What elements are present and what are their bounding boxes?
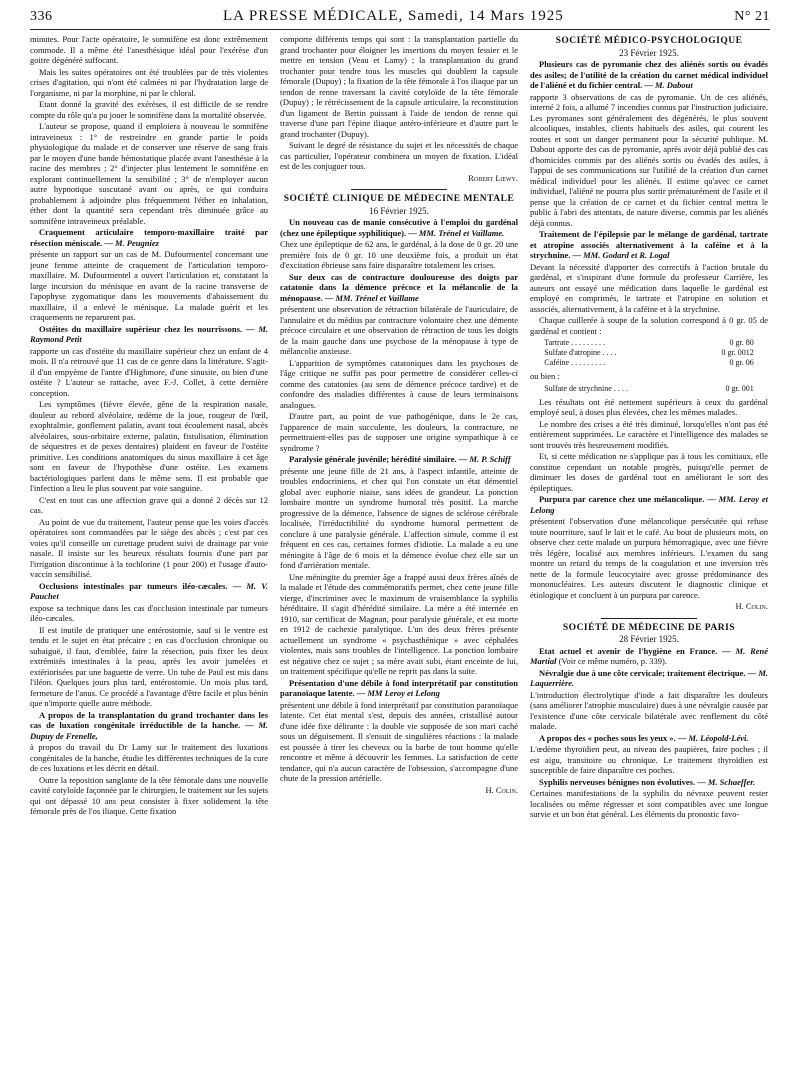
society-heading: SOCIÉTÉ MÉDICO-PSYCHOLOGIQUE [555,36,743,46]
communication-title: Plusieurs cas de pyromanie chez des aliénés sortis ou évadés des asiles; de l'utilité de la création du carnet médical individuel de l'aliéné et du fichier central. — M. Dabout [530,59,768,90]
dosage-table [544,338,753,368]
communication-title: Un nouveau cas de manie consécutive à l'emploi du gardénal (chez une épileptique syphilitique). — MM. Trénel et Vaillame. [280,217,518,238]
paragraph: D'autre part, au point de vue pathogénique, dans le 2e cas, l'apparence de main succulente, les douleurs, la contracture, ne permettraient-elles pas de supposer une origine sympathique à ce syndrome ? [280,411,518,453]
paragraph: Une méningite du premier âge a frappé aussi deux frères aînés de la malade et l'étude des commémoratifs permet, chez cette jeune fille vierge, d'incriminer avec le maximum de vraisemblance la syphilis héréditaire. Il s'agit d'hérédité similaire. La mère a été internée en 1910, sur certificat de Magnan, pour paralysie générale, et est morte en 1912 de cachexie paralytique. L'un des deux frères présente actuellement un syndrome « psychasthénique » avec céphalées violentes, mais sans troubles de l'intelligence. La ponction lombaire est négative chez ce sujet ; sa mère avait subi, étant enceinte de lui, un traitement spécifique qu'elle ne reprit pas dans la suite. [280,571,518,676]
communication-title: Ostéites du maxillaire supérieur chez les nourrissons. — M. Raymond Petit [30,323,268,344]
paragraph: présentent une débile à fond interprétatif par constitution paranoïaque latente. Cet état mental s'est, depuis des années, cristallisé autour d'une idée fixe délirante : la double vie supposée de son mari caché sous un déguisement. Il s'ensuit de singulières réactions : la malade est poussée à tirer les cheveux ou la barbe de tout homme qu'elle rencontre et même à découvrir les femmes. La satisfaction de cette tendance, qui n'a aucun caractère de l'obsession, s'accompagne d'une chute de la pression artérielle. [280,699,518,783]
session-date: 16 Février 1925. [369,205,429,216]
communication-title: Occlusions intestinales par tumeurs iléo-cæcales. — M. V. Pauchet [30,580,268,601]
paragraph: Le nombre des crises a été très diminué, lorsqu'elles n'ont pas été entièrement supprimées. Le caractère et l'intelligence des malades se sont trouvés très heureusement modifiés. [530,418,768,450]
author-signature: Robert Lœwy. [468,172,518,183]
paragraph: Outre la reposition sanglante de la tête fémorale dans une nouvelle cavité cotyloïde façonnée par le chirurgien, le traitement sur les sujets qui ont dépassé 10 ans peut consister à fixer solidement la tête fémorale près de l'os iliaque. Cette fixation [30,774,268,816]
paragraph: Mais les suites opératoires ont été troublées par de très violentes crises d'agitation, qui n'ont été calmées ni par l'hydratation large de l'organisme, ni par la morphine, ni par le chloral. [30,66,268,98]
paragraph: Au point de vue du traitement, l'auteur pense que les voies d'accès opératoires sont commandées par le siège des abcès ; c'est par ces voies qu'il conseille un curettage prudent suivi de drainage par voie nasale. Il insiste sur les heureux résultats fournis d'une part par l'irrigation discontinue à la tochlorine (1 pour 200) et l'usage d'auto-vaccin sensibilisé. [30,516,268,579]
paragraph: Chaque cuillerée à soupe de la solution correspond à 0 gr. 05 de gardénal et contient : [530,315,768,336]
column-2 [280,34,518,1074]
journal-title: LA PRESSE MÉDICALE, Samedi, 14 Mars 1925 [222,8,564,24]
paragraph: ou bien : [530,371,560,381]
session-date: 28 Février 1925. [619,634,679,644]
page-header [30,8,770,30]
paragraph: Les résultats ont été nettement supérieurs à ceux du gardénal employé seul, à doses plus élevées, chez les mêmes malades. [530,396,768,417]
paragraph: Etant donné la gravité des exérèses, il est difficile de se rendre compte du rôle qu'a pu jouer le somnifène dans la mortalité observée. [30,99,268,120]
dosage-table-alt [544,384,753,394]
dosage-row: Sulfate de strychnine . . . . 0 gr. 001 [544,383,754,393]
paragraph: Certaines manifestations de la syphilis du névraxe peuvent rester localisées ou même régresser et sont compatibles avec une longue survie et un bon état général. Les éléments du pronostic favo- [530,788,768,819]
communication-title: Traitement de l'épilepsie par le mélange de gardénal, tartrate et atropine associés alternativement à la caféine et à la strychnine. — MM. Godard et R. Logal [530,229,768,260]
article-columns [30,34,770,1074]
column-1 [30,34,268,1074]
author-signature: H. Colin. [735,601,768,611]
section-divider [351,189,446,190]
paragraph: L'introduction électrolytique d'iode a fait disparaître les douleurs (sans améliorer l'atrophie musculaire) dues à une névralgie causée par l'existence d'une côte cervicale bilatérale avec renflement du côté malade. [530,689,768,731]
paragraph: C'est en tout cas une affection grave qui a donné 2 décès sur 12 cas. [30,494,268,515]
communication-title: Névralgie due à une côte cervicale; traitement électrique. — M. Laquerrière. [530,667,768,688]
dosage-row: Caféine . . . . . . . . . 0 gr. 06 [544,358,754,367]
session-date: 23 Février 1925. [619,47,679,58]
paragraph: Il est inutile de pratiquer une entérostomie, sauf si le ventre est tendu et le sujet en état précaire ; en cas d'occlusion chronique ou subaiguë, il faut, d'emblée, faire la résection, puis fixer les deux extrémités intestinales à la peau, après les avoir jumelées et extériorisées par une baguette de verre. Un tube de Paul est mis dans l'iléon. Quelques jours plus tard, entérostomie. Un mois plus tard, fermeture de l'anus. Ce procédé a l'avantage d'être facile et plus bénin que n'importe quelle autre méthode. [30,624,268,708]
paragraph: Chez une épileptique de 62 ans, le gardénal, à la dose de 0 gr. 20 une première fois de 0 gr. 10 une deuxième fois, a produit un état d'excitation ébrieuse sans faire disparaître totalement les crises. [280,239,518,270]
section-divider [601,618,696,619]
communication-title: Craquement articulaire temporo-maxillaire traité par résection méniscale. — M. Peugniez [30,227,268,248]
communication-title: Etat actuel et avenir de l'hygiène en France. — M. René Martial (Voir ce même numéro, p. 339). [530,645,768,666]
communication-title: Syphilis nerveuses bénignes non évolutives. — M. Schaeffer. [539,776,756,787]
paragraph: présente une jeune fille de 21 ans, à l'aspect infantile, atteinte de troubles endocriniens, et chez qui l'on constate un état démentiel global avec euphorie niaise, sans idées de grandeur. La ponction lombaire montre un syndrome humoral très positif. La marche progressive de la démence, l'absence de signes de sclérose cérébrale localisée, l'irréductibilité du syndrome humoral permettent de conclure à une paralysie générale. L'affection simule, comme il est fréquent en ces cas, certaines formes d'idiotie. La malade a eu une méningite à l'âge de 6 mois et la démence évolue chez elle sur un fond d'arriération mentale. [280,465,518,570]
author-signature: H. Colin. [485,784,518,795]
paragraph: présente un rapport sur un cas de M. Dufourmentel concernant une jeune femme atteinte de craquement de l'articulation temporo-maxillaire. M. Dufourmentel a ouvert l'articulation et, constatant la large incursion du ménisque en avant de la racine transverse de l'apophyse zygomatique dans les mouvements d'abaissement du maxillaire, il a enlevé le ménisque. La malade guérit et les craquements ne reparurent pas. [30,249,268,322]
communication-title: A propos des « poches sous les yeux ». — M. Léopold-Lévi. [539,732,749,743]
paragraph: minutes. Pour l'acte opératoire, le somnifène est donc extrêmement commode. Il a même été l'anesthésique idéal pour l'exérèse d'un goitre dégénéré suffocant. [30,34,268,65]
paragraph: expose sa technique dans les cas d'occlusion intestinale par tumeurs iléo-cæcales. [30,602,268,623]
paragraph: à propos du travail du Dr Lamy sur le traitement des luxations congénitales de la hanche, étudie les différentes techniques de la cure de ces luxations et les décrit en détail. [30,742,268,773]
column-3 [530,34,768,1074]
society-heading: SOCIÉTÉ CLINIQUE DE MÉDECINE MENTALE [283,194,515,204]
communication-title: A propos de la transplantation du grand trochanter dans les cas de luxation congénitale irréductible de la hanche. — M. Dupuy de Frenelle, [30,709,268,741]
paragraph: Suivant le degré de résistance du sujet et les nécessités de chaque cas particulier, l'opérateur combinera un moyen de fixation. L'idéal est de les conjuguer tous. [280,140,518,171]
dosage-row: Tartrate . . . . . . . . . 0 gr. 80 [544,338,754,347]
paragraph: L'apparition de symptômes catatoniques dans les psychoses de l'âge critique ne suffit pas pour permettre de considérer celles-ci comme des catatonies (au sens de démence précoce tardive) et de confondre des maladies différentes à cause de leurs terminaisons analogues. [280,357,518,410]
communication-title: Présentation d'une débile à fond interprétatif par constitution paranoïaque latente. — MM Leroy et Lelong [280,677,518,698]
communication-title: Purpura par carence chez une mélancolique. — MM. Leroy et Lelong [530,494,768,515]
paragraph: Et, si cette médication ne s'applique pas à tous les comitiaux, elle constitue cependant un notable progrès, puisqu'elle permet de diminuer les doses de gardénal tout en améliorant le sort des épileptiques. [530,451,768,493]
paragraph: rapporte 3 observations de cas de pyromanie. Un de ces aliénés, interné 2 fois, a allumé 7 incendies connus par l'instruction judiciaire. Les pyromanes sont généralement des dégénérés, le plus souvent alcooliques, instables, clients habituels des asiles, qui courent les routes et sont un danger permanent pour la sécurité publique. M. Dabout apporte des cas de pyromanie, après avoir déjà publié des cas d'homicides commis par des aliénés sortis ou évadés des asiles, à l'appui de ses communications sur l'utilité de la création d'un carnet médical individuel pour les aliénés. Il estime qu'avec ce carnet individuel, l'aliéné ne pourra plus sortir prématurément de l'asile et il pense que la création de ce carnet et du fichier central mettra le public à l'abri des attentats, de nature diverse, commis par les aliénés déjà connus. [530,91,768,228]
communication-title: Paralysie générale juvénile; hérédité similaire. — M. P. Schiff [289,454,511,464]
paragraph: Les symptômes (fièvre élevée, gêne de la respiration nasale, douleur au rebord alvéolaire, œdème de la joue, rougeur de l'œil, exophtalmie, gonflement palatin, avant tout écoulement nasal, abcès alvéolaires, sous-orbitaire externe, palatin, fistulisation, élimination de séquestres et de pexes dentaires) plaident en faveur de l'ostéite primitive. Les conditions anatomiques du sinus maxillaire à cet âge sont en faveur de l'hypothèse d'une ostéite. Les examens bactériologiques parlent dans le même sens. Il est probable que l'infection a lieu le plus souvent par voie sanguine. [30,399,268,493]
paragraph: présentent l'observation d'une mélancolique persécutée qui refuse toute nourriture, sauf le lait et le café. Au bout de plusieurs mois, on observe chez cette malade un purpura hémorragique, avec une fièvre très légère, localisé aux membres inférieurs. L'examen du sang montre un retard du temps de la coagulation et une inversion très nette de la formule leucocytaire avec grosse prédominance des mononucléaires. Les auteurs discutent le diagnostic clinique et étiologique et concluent à un purpura par carence. [530,516,768,600]
paragraph: présentent une observation de rétraction bilatérale de l'auriculaire, de l'annulaire et du médius par contracture volontaire chez une démente précoce circulaire et une observation de rétraction de tous les doigts de la main gauche dans une psychose de la ménopause à type de mélancolie anxieuse. [280,304,518,356]
paragraph: L'auteur se propose, quand il emploiera à nouveau le somnifène intraveineux : 1° de restreindre en grande partie le poids physiologique du malade et de conserver une réserve de sang frais par le moyen d'une bande hémostatique placée avant l'anesthésie à la racine des membres ; 2° d'injecter plus lentement le somnifène en explorant continuellement la sensibilité ; 3° de n'employer aucun autre hypnotique suscutané avant ou après, ce qui conduira probablement à adjoindre plus fréquemment l'éther en inhalation, éther dont la quantité sera cependant très diminuée grâce au somnifène intraveineux préalable. [30,121,268,226]
page-number: 336 [30,9,53,24]
paragraph: L'œdème thyroïdien peut, au niveau des paupières, faire poches ; il est aigu, transitoire ou chronique. Le traitement thyroïdien est susceptible de faire disparaître ces poches. [530,744,768,775]
dosage-row: Sulfate d'atropine . . . . 0 gr. 0012 [544,348,754,357]
paragraph: Devant la nécessité d'apporter des correctifs à l'action brutale du gardénal, et s'inspirant d'une formule du professeur Carrière, les auteurs ont essayé une médication dans laquelle le gardénal est employé en comprimés, le tartrate et l'atropine en solution et associés, alternativement, à la caféine et à la strychnine. [530,261,768,314]
paragraph: comporte différents temps qui sont : la transplantation partielle du grand trochanter pour éloigner les insertions du moyen fessier et le mettre en tension (Veau et Lamy) ; la transplantation du grand trochanter pour tendre tous les muscles qui doublent la capsule fémorale (Dupuy) ; la fixation de la tête fémorale à l'os iliaque par un tendon de renne traversant la cavité cotyloïde de la tête fémorale (Dupuy) ; le rétrécissement de la capsule articulaire, la reconstitution d'un ligament de Bertin puissant à l'aide de tendon de renne qui traverse d'une part l'épine iliaque antéro-inférieure et d'autre part le grand trochanter (Dupuy). [280,34,518,139]
communication-title: Sur deux cas de contracture douloureuse des doigts par catatonie dans la démence précoce et la mélancolie de la ménopause. — MM. Trénel et Vaillame [280,271,518,303]
paragraph: rapporte un cas d'ostéite du maxillaire supérieur chez un enfant de 4 mois. Il n'a retrouvé que 11 cas de ce genre dans la littérature. S'agit-il d'un empyème de l'antre d'Highmore, d'une sinusite, ou bien d'une ostéite ? L'auteur se rattache, avec F.-J. Collet, à cette dernière conception. [30,345,268,398]
issue-number: N° 21 [734,9,770,24]
society-heading: SOCIÉTÉ DE MÉDECINE DE PARIS [562,622,736,633]
